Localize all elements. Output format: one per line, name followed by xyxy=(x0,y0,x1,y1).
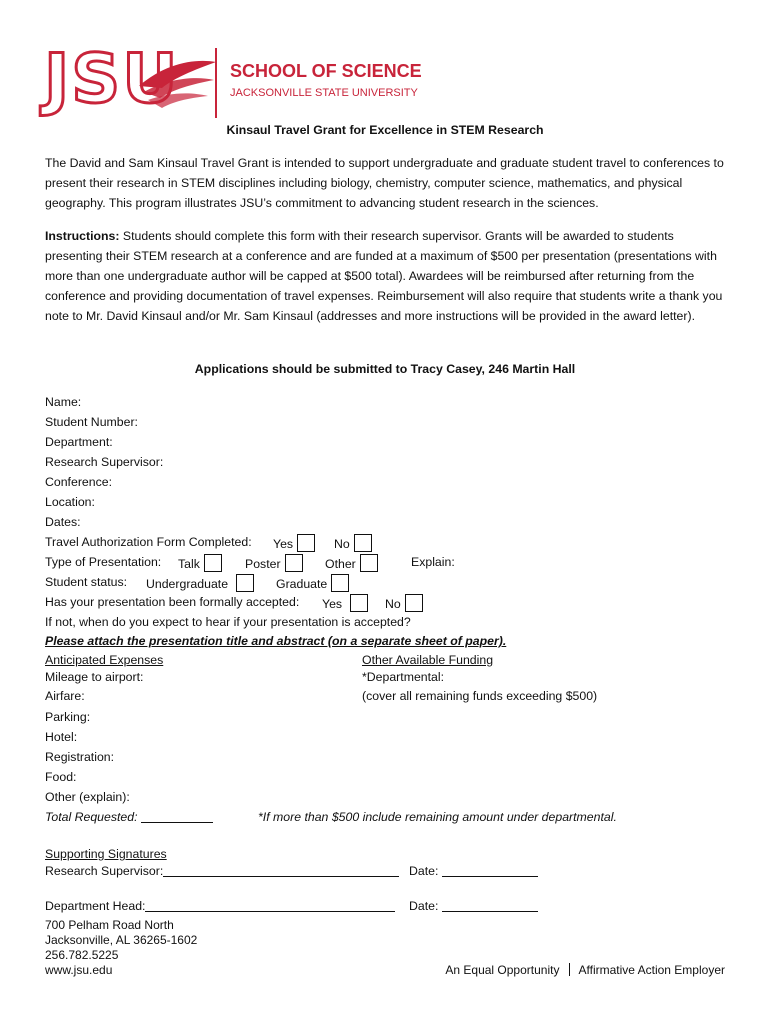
head-date: Date: xyxy=(409,898,538,914)
instructions-label: Instructions: xyxy=(45,229,120,243)
expense-mileage: Mileage to airport: xyxy=(45,670,144,684)
attach-note: Please attach the presentation title and abstract (on a separate sheet of paper). xyxy=(45,634,507,648)
accepted-label: Has your presentation been formally accepted: xyxy=(45,595,300,609)
submit-note: Applications should be submitted to Tracy Casey, 246 Martin Hall xyxy=(194,362,576,376)
expense-parking: Parking: xyxy=(45,710,91,724)
footer-web[interactable]: www.jsu.edu xyxy=(45,963,113,977)
undergraduate-checkbox[interactable] xyxy=(236,574,254,592)
head-signature-line[interactable] xyxy=(145,899,395,912)
status-graduate: Graduate xyxy=(276,574,349,592)
presentation-other: Other xyxy=(325,554,378,572)
accepted-yes-checkbox[interactable] xyxy=(350,594,368,612)
intro-paragraph: The David and Sam Kinsaul Travel Grant is intended to support undergraduate and graduate student travel to conferences to present their research in STEM disciplines including biology, chemistry, computer science, mathematics, and physical geography. This program illustrates JSU’s commitment to advancing student research in the sciences. xyxy=(45,156,724,210)
name-label: Name: xyxy=(45,395,82,409)
expense-airfare: Airfare: xyxy=(45,689,85,703)
travel-auth-label: Travel Authorization Form Completed: xyxy=(45,535,252,549)
presentation-poster: Poster xyxy=(245,554,303,572)
department-label: Department: xyxy=(45,435,113,449)
hear-when-label: If not, when do you expect to hear if your presentation is accepted? xyxy=(45,615,411,629)
supervisor-signature-line[interactable] xyxy=(163,864,399,877)
supervisor-label: Research Supervisor: xyxy=(45,455,164,469)
expense-hotel: Hotel: xyxy=(45,730,78,744)
travel-auth-no-checkbox[interactable] xyxy=(354,534,372,552)
conference-label: Conference: xyxy=(45,475,112,489)
jsu-logo xyxy=(44,40,224,120)
presentation-talk: Talk xyxy=(178,554,222,572)
instructions-paragraph xyxy=(45,226,730,326)
presentation-explain-label: Explain: xyxy=(411,555,455,569)
expense-registration: Registration: xyxy=(45,750,115,764)
footer-address-1: 700 Pelham Road North xyxy=(45,918,174,932)
travel-auth-yes-checkbox[interactable] xyxy=(297,534,315,552)
accepted-no: No xyxy=(385,594,423,612)
head-signature: Department Head: xyxy=(45,898,395,914)
funding-departmental: *Departmental: xyxy=(362,670,445,684)
location-label: Location: xyxy=(45,495,95,509)
supervisor-signature: Research Supervisor: xyxy=(45,863,399,879)
logo-divider xyxy=(215,48,217,118)
funding-cover-note: (cover all remaining funds exceeding $500) xyxy=(362,689,598,703)
head-date-line[interactable] xyxy=(442,899,538,912)
university-name: JACKSONVILLE STATE UNIVERSITY xyxy=(230,87,418,99)
page-title: Kinsaul Travel Grant for Excellence in STEM Research xyxy=(226,123,544,137)
total-requested: Total Requested: xyxy=(45,809,213,825)
talk-checkbox[interactable] xyxy=(204,554,222,572)
expenses-heading: Anticipated Expenses xyxy=(45,653,164,667)
funding-over-500-note: *If more than $500 include remaining amount under departmental. xyxy=(258,810,617,824)
footer-address-2: Jacksonville, AL 36265-1602 xyxy=(45,933,198,947)
presentation-type-label: Type of Presentation: xyxy=(45,555,162,569)
status-undergraduate: Undergraduate xyxy=(146,574,254,592)
eo-divider xyxy=(569,963,570,976)
funding-heading: Other Available Funding xyxy=(362,653,494,667)
equal-opportunity: An Equal Opportunity Affirmative Action Employer xyxy=(445,963,725,977)
expense-food: Food: xyxy=(45,770,77,784)
student-status-label: Student status: xyxy=(45,575,128,589)
student-number-label: Student Number: xyxy=(45,415,138,429)
dates-label: Dates: xyxy=(45,515,81,529)
expense-other: Other (explain): xyxy=(45,790,130,804)
graduate-checkbox[interactable] xyxy=(331,574,349,592)
travel-auth-yes: Yes xyxy=(273,534,315,552)
total-requested-line[interactable] xyxy=(141,810,213,823)
logo-letters: JSU xyxy=(44,40,180,119)
accepted-no-checkbox[interactable] xyxy=(405,594,423,612)
school-name: SCHOOL OF SCIENCE xyxy=(230,61,422,81)
accepted-yes: Yes xyxy=(322,594,368,612)
other-checkbox[interactable] xyxy=(360,554,378,572)
travel-auth-no: No xyxy=(334,534,372,552)
signatures-heading: Supporting Signatures xyxy=(45,847,167,861)
footer-phone: 256.782.5225 xyxy=(45,948,119,962)
supervisor-date: Date: xyxy=(409,863,538,879)
instructions-text: Students should complete this form with their research supervisor. Grants will be awarded to students presenting their STEM research at a conference and are funded at a maximum of $500 per presentation (presentations with more than one undergraduate author will be capped at $500 total). Awardees will be reimbursed after returning from the conference and providing documentation of travel expenses. Reimbursement will also require that students write a thank you note to Mr. David Kinsaul and/or Mr. Sam Kinsaul (addresses and more instructions will be provided in the award letter). xyxy=(45,229,723,323)
poster-checkbox[interactable] xyxy=(285,554,303,572)
supervisor-date-line[interactable] xyxy=(442,864,538,877)
